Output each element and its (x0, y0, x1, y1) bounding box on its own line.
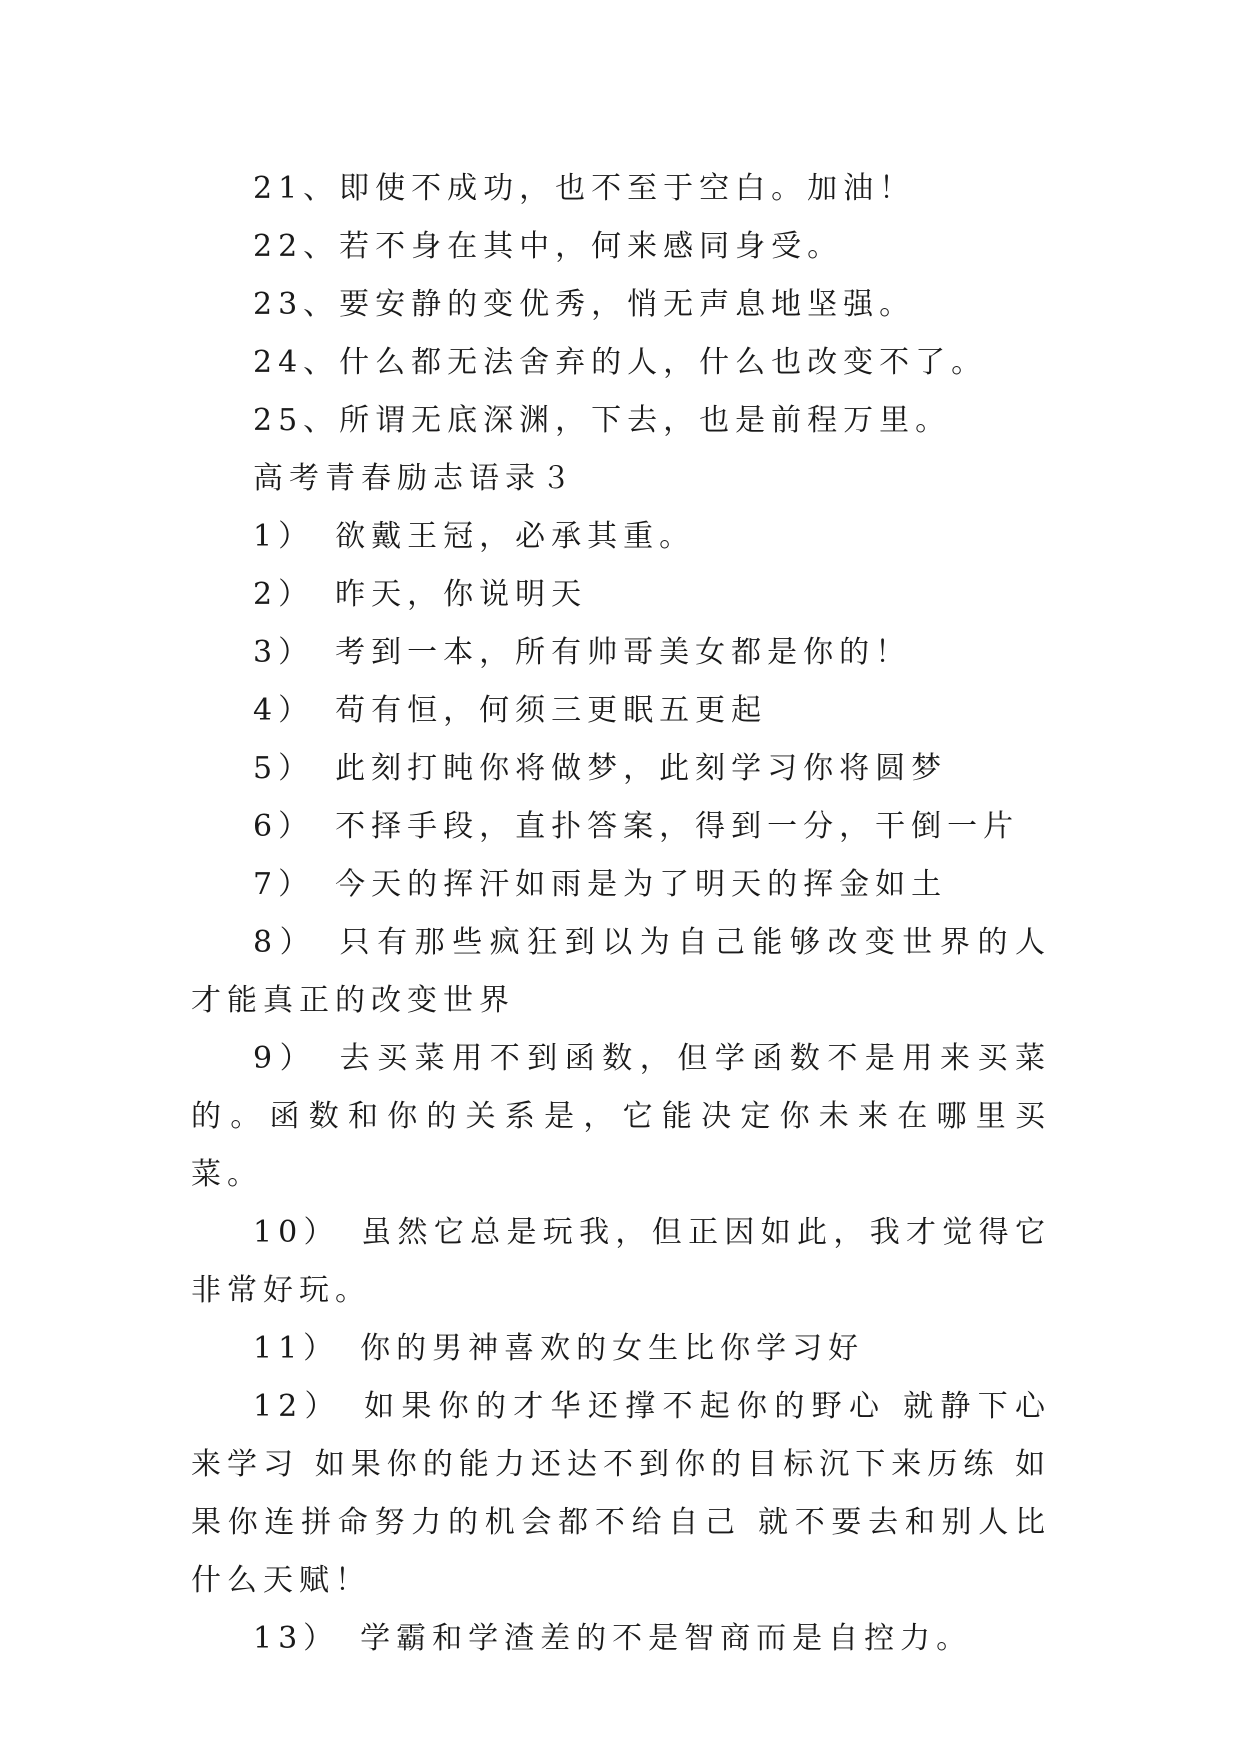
list-item-10: 10） 虽然它总是玩我，但正因如此，我才觉得它非常好玩。 (191, 1215, 1051, 1308)
list-item-4: 4） 苟有恒，何须三更眠五更起 (253, 693, 768, 728)
list-item-12: 12） 如果你的才华还撑不起你的野心 就静下心来学习 如果你的能力还达不到你的目标沉下来历练 如果你连拼命努力的机会都不给自己 就不要去和别人比什么天赋！ (191, 1389, 1051, 1598)
quote-21: 21、即使不成功，也不至于空白。加油！ (253, 171, 916, 206)
list-item-9: 9） 去买菜用不到函数，但学函数不是用来买菜的。函数和你的关系是，它能决定你未来在哪里买菜。 (191, 1041, 1051, 1192)
list-item-11: 11） 你的男神喜欢的女生比你学习好 (253, 1331, 865, 1366)
list-item-8: 8） 只有那些疯狂到以为自己能够改变世界的人 才能真正的改变世界 (191, 925, 1051, 1018)
section-title: 高考青春励志语录３ (253, 461, 577, 496)
list-item-2: 2） 昨天，你说明天 (253, 577, 588, 612)
list-item-3: 3） 考到一本，所有帅哥美女都是你的！ (253, 635, 912, 670)
document-body (191, 160, 1051, 1668)
list-item-6: 6） 不择手段，直扑答案，得到一分，干倒一片 (253, 809, 1020, 844)
list-item-7: 7） 今天的挥汗如雨是为了明天的挥金如土 (253, 867, 948, 902)
quote-22: 22、若不身在其中，何来感同身受。 (253, 229, 844, 264)
list-item-13: 13） 学霸和学渣差的不是智商而是自控力。 (253, 1621, 973, 1656)
list-item-5: 5） 此刻打盹你将做梦，此刻学习你将圆梦 (253, 751, 948, 786)
quote-25: 25、所谓无底深渊，下去，也是前程万里。 (253, 403, 952, 438)
quote-23: 23、要安静的变优秀，悄无声息地坚强。 (253, 287, 916, 322)
list-item-1: 1） 欲戴王冠，必承其重。 (253, 519, 696, 554)
quote-24: 24、什么都无法舍弃的人，什么也改变不了。 (253, 345, 988, 380)
